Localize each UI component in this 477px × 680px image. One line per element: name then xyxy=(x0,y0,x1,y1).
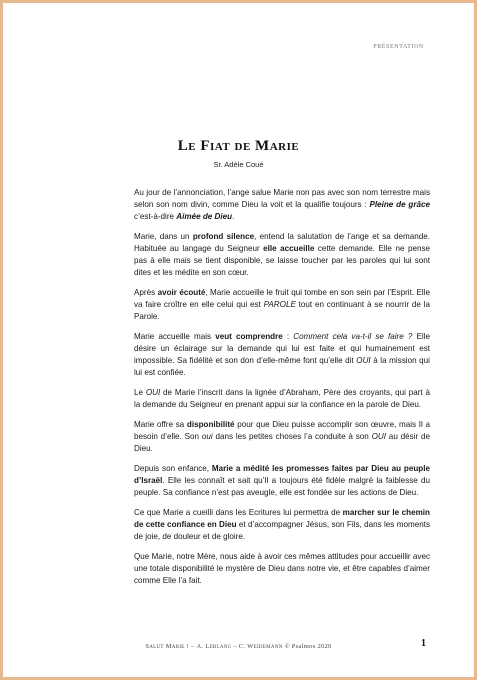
body-text xyxy=(134,187,430,595)
page-number: 1 xyxy=(421,638,426,649)
footer-author-2: C. Weidemann xyxy=(238,643,283,650)
author-line: Sr. Adèle Coué xyxy=(213,160,264,169)
document-page xyxy=(13,13,464,667)
footer-author-1: A. Leblanc xyxy=(196,643,232,650)
paragraph-8: Ce que Marie a cueilli dans les Ecritures lui permettra de marcher sur le chemin de cette confiance en Dieu et d’accompagner Jésus, son Fils, dans les moments de joie, de douleur et de gloire. xyxy=(134,508,431,541)
section-header: PRÉSENTATION xyxy=(373,44,424,50)
paragraph-2: Marie, dans un profond silence, entend la salutation de l’ange et sa demande. Habituée au langage du Seigneur elle accueille cette demande. Elle ne pense pas à elle mais se tient disponible, se laisse toucher par les paroles qui lui sont dites et les médite en son cœur. xyxy=(134,232,431,277)
paragraph-9: Que Marie, notre Mère, nous aide à avoir ces mêmes attitudes pour accueillir avec une totale disponibilité le mystère de Dieu dans notre vie, et être capables d’aimer comme Elle l’a fait. xyxy=(134,552,430,585)
paragraph-3: Après avoir écouté, Marie accueille le fruit qui tombe en son sein par l’Esprit. Elle va faire croître en elle celui qui est PAROLE tout en continuant à se nourrir de la Parole. xyxy=(134,288,430,321)
paragraph-4: Marie accueille mais veut comprendre : Comment cela va-t-il se faire ? Elle désire un éclairage sur la demande qui lui est faite et qui humainement est impossible. Sa fidélité et son don d’elle-même font qu’elle dit OUI à la mission qui lui est confiée. xyxy=(134,332,430,377)
page-title: Le Fiat de Marie xyxy=(177,138,300,154)
footer-copyright: © Psalmos 2020 xyxy=(282,643,332,650)
paragraph-7: Depuis son enfance, Marie a médité les promesses faites par Dieu au peuple d’Israël. Elle les connaît et sait qu’Il a toujours été fidèle malgré la faiblesse du peuple. Sa confiance n’est pas aveugle, elle est fondée sur les actions de Dieu. xyxy=(134,464,430,497)
paragraph-5: Le OUI de Marie l’inscrit dans la lignée d’Abraham, Père des croyants, qui part à la demande du Seigneur en prenant appui sur la confiance en la parole de Dieu. xyxy=(134,388,430,409)
paragraph-6: Marie offre sa disponibilité pour que Dieu puisse accomplir son œuvre, mais Il a besoin d’elle. Son oui dans les petites choses l’a conduite à son OUI au désir de Dieu. xyxy=(134,420,430,453)
paragraph-1: Au jour de l’annonciation, l’ange salue Marie non pas avec son nom terrestre mais selon son nom divin, comme Dieu la voit et la qualifie toujours : Pleine de grâce c’est-à-dire Aimée de Dieu. xyxy=(134,188,430,221)
page-footer: Salut Marie ! – A. Leblanc – C. Weidemann © Psalmos 2020 xyxy=(145,643,332,650)
footer-series: Salut Marie ! xyxy=(145,643,190,650)
